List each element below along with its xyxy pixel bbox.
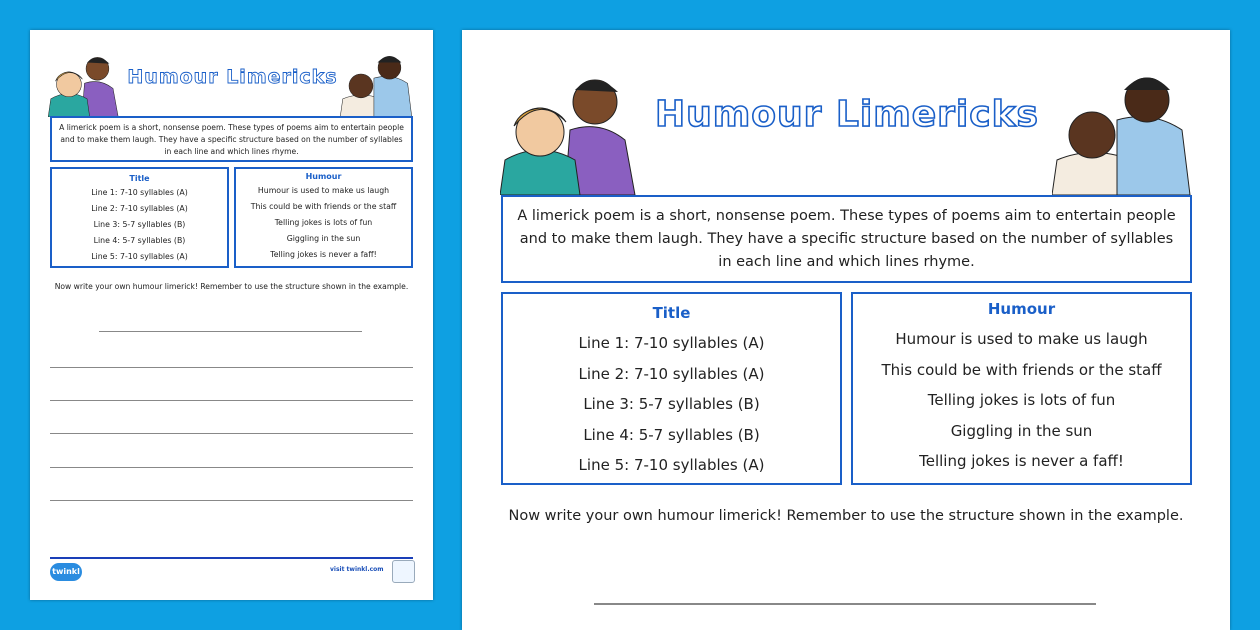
- example-line: This could be with friends or the staff: [881, 360, 1162, 379]
- example-line: Humour is used to make us laugh: [257, 186, 390, 195]
- title-writing-line[interactable]: [594, 603, 1096, 605]
- example-line: Giggling in the sun: [950, 421, 1093, 440]
- writing-line[interactable]: [50, 500, 413, 501]
- example-line: Telling jokes is never a faff!: [919, 452, 1124, 470]
- example-line: Humour is used to make us laugh: [895, 330, 1148, 348]
- worksheet-title: Humour Limericks: [127, 66, 338, 88]
- worksheet-title: Humour Limericks: [655, 94, 1039, 135]
- intro-paragraph: A limerick poem is a short, nonsense poem. These types of poems aim to entertain people and to make them laugh. They have a specific structure based on the number of syllables in each line and which lines rhyme.: [501, 195, 1192, 283]
- example-line: This could be with friends or the staff: [250, 202, 397, 211]
- example-box: [851, 292, 1192, 485]
- structure-heading: Title: [129, 174, 150, 183]
- quality-badge-icon: [392, 560, 415, 583]
- footer-divider: [50, 557, 413, 559]
- writing-line[interactable]: [50, 400, 413, 401]
- structure-box: [501, 292, 842, 485]
- structure-line: Line 3: 5-7 syllables (B): [93, 220, 186, 229]
- title-writing-line[interactable]: [99, 331, 362, 332]
- example-heading: Humour: [305, 172, 342, 181]
- structure-line: Line 2: 7-10 syllables (A): [578, 364, 765, 383]
- example-box: [234, 167, 413, 268]
- writing-line[interactable]: [50, 367, 413, 368]
- instruction-text: Now write your own humour limerick! Remember to use the structure shown in the example.: [54, 282, 409, 291]
- worksheet-preview-thumbnail[interactable]: [30, 30, 433, 600]
- instruction-text: Now write your own humour limerick! Remember to use the structure shown in the example.: [508, 508, 1184, 524]
- example-heading: Humour: [987, 300, 1056, 318]
- intro-paragraph: A limerick poem is a short, nonsense poem. These types of poems aim to entertain people and to make them laugh. They have a specific structure based on the number of syllables in each line and which lines rhyme.: [50, 116, 413, 162]
- example-line: Telling jokes is lots of fun: [274, 218, 373, 227]
- example-line: Giggling in the sun: [286, 234, 361, 243]
- structure-line: Line 5: 7-10 syllables (A): [91, 252, 188, 261]
- twinkl-logo: twinkl: [50, 563, 82, 581]
- structure-line: Line 3: 5-7 syllables (B): [583, 395, 760, 413]
- worksheet-preview-large: [462, 30, 1230, 630]
- structure-line: Line 4: 5-7 syllables (B): [93, 236, 186, 245]
- structure-box: [50, 167, 229, 268]
- example-line: Telling jokes is never a faff!: [270, 250, 377, 259]
- structure-line: Line 1: 7-10 syllables (A): [578, 334, 765, 352]
- structure-heading: Title: [652, 304, 691, 322]
- structure-line: Line 5: 7-10 syllables (A): [578, 456, 765, 474]
- writing-line[interactable]: [50, 467, 413, 468]
- example-line: Telling jokes is lots of fun: [927, 391, 1116, 409]
- visit-link[interactable]: visit twinkl.com: [330, 566, 384, 573]
- structure-line: Line 1: 7-10 syllables (A): [91, 188, 188, 197]
- structure-line: Line 2: 7-10 syllables (A): [91, 204, 188, 213]
- writing-line[interactable]: [50, 433, 413, 434]
- structure-line: Line 4: 5-7 syllables (B): [583, 425, 760, 444]
